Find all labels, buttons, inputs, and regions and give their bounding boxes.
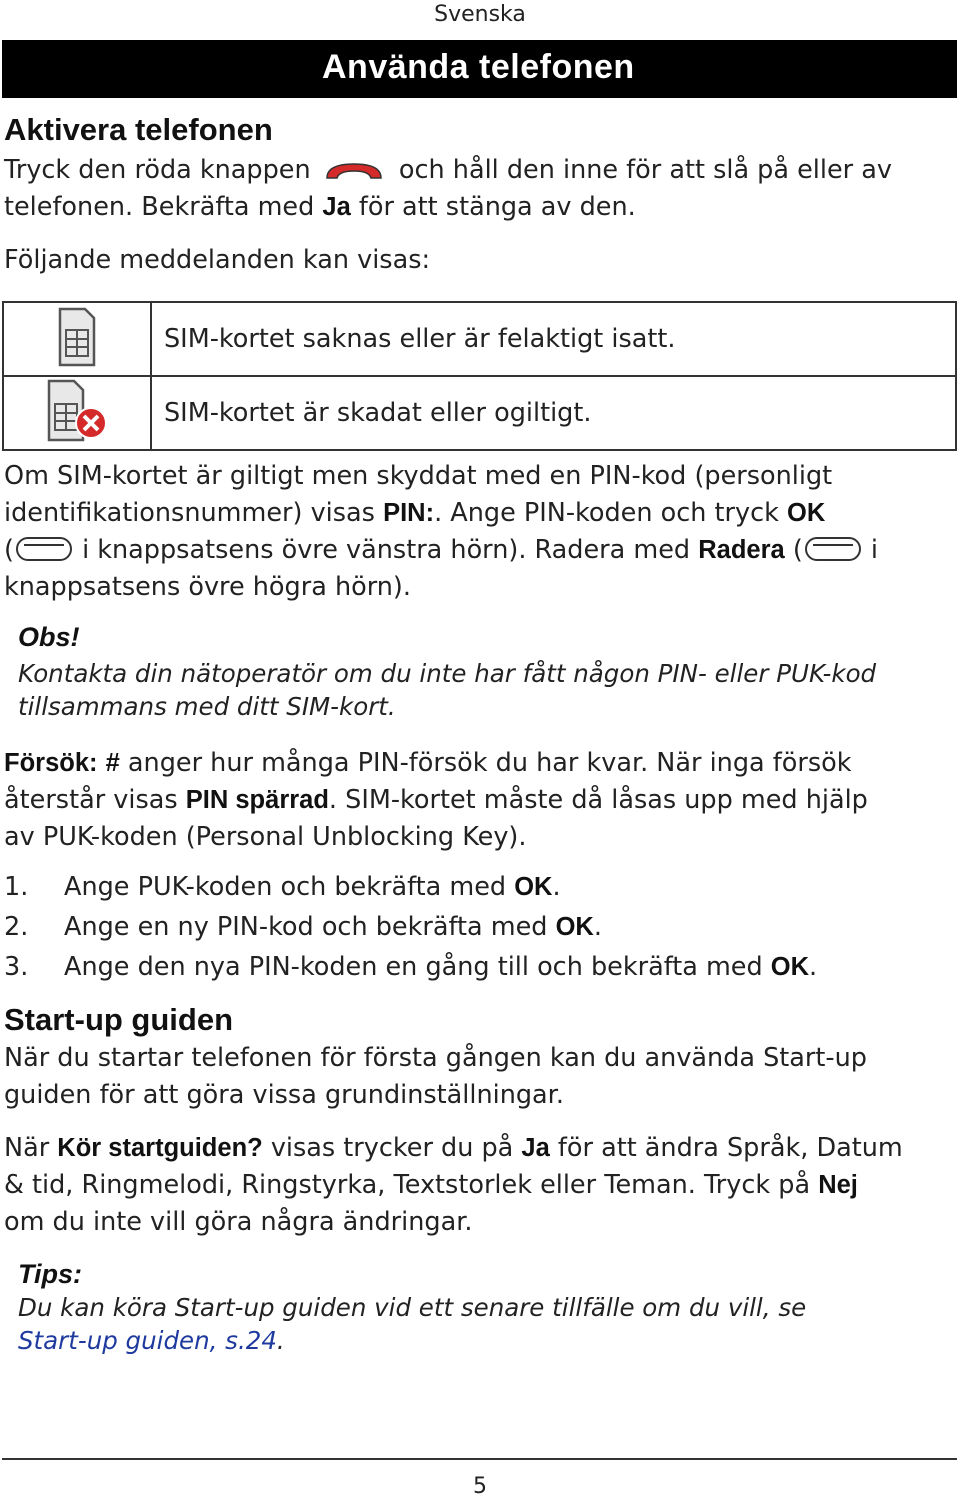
bold-ok: OK [787, 499, 826, 527]
sim-card-error-icon [44, 378, 110, 444]
red-end-key-icon [323, 160, 385, 182]
bold-ok: OK [555, 913, 594, 941]
table-cell-icon [3, 376, 151, 450]
paragraph-messages-intro: Följande meddelanden kan visas: [4, 245, 431, 275]
text: . Ange PIN-koden och tryck [434, 498, 779, 528]
text: . [593, 912, 602, 942]
note-line2: tillsammans med ditt SIM-kort. [18, 692, 396, 721]
tips-title: Tips: [18, 1259, 83, 1289]
text: Tryck den röda knappen [4, 155, 311, 185]
note-title: Obs! [18, 622, 80, 652]
footer-divider [2, 1458, 957, 1460]
paragraph-pin-line3 [4, 532, 878, 569]
list-item [4, 869, 561, 906]
text: och håll den inne för att slå på eller av [398, 155, 892, 185]
paragraph-attempts-line2 [4, 782, 868, 819]
paragraph-activate-line2 [4, 189, 636, 226]
bold-radera: Radera [698, 536, 785, 564]
page-number: 5 [473, 1474, 487, 1499]
paragraph-startup-line2: guiden för att göra vissa grundinställningar. [4, 1080, 564, 1110]
text: Ange en ny PIN-kod och bekräfta med [64, 912, 548, 942]
paragraph-activate-line1 [4, 152, 892, 189]
text: . SIM-kortet måste då låsas upp med hjälp [328, 785, 868, 815]
paragraph-startup-line1: När du startar telefonen för första gången kan du använda Start-up [4, 1043, 867, 1073]
paragraph-pin-line1: Om SIM-kortet är giltigt men skyddat med en PIN-kod (personligt [4, 461, 833, 491]
bold-ja: Ja [322, 193, 351, 221]
paragraph-startup-line4 [4, 1167, 858, 1204]
bold-nej: Nej [818, 1171, 858, 1199]
table-row [3, 302, 956, 376]
paragraph-startup-line5: om du inte vill göra några ändringar. [4, 1207, 473, 1237]
bold-ja: Ja [521, 1134, 550, 1162]
paragraph-pin-line2 [4, 495, 825, 532]
bold-hash: # [105, 749, 120, 777]
list-number: 2. [4, 912, 29, 942]
text: i [870, 535, 878, 565]
bold-kor-startguiden: Kör startguiden? [57, 1134, 263, 1162]
list-item [4, 909, 602, 946]
left-soft-key-icon [16, 537, 72, 561]
bold-ok: OK [770, 953, 810, 981]
sim-card-icon [57, 306, 97, 368]
list-number: 1. [4, 872, 29, 902]
bold-ok: OK [514, 873, 553, 901]
sim-message-table [2, 301, 957, 451]
heading-activate: Aktivera telefonen [4, 112, 273, 147]
tips-line1: Du kan köra Start-up guiden vid ett senare tillfälle om du vill, se [18, 1293, 807, 1322]
text: för att ändra Språk, Datum [557, 1133, 903, 1163]
language-label: Svenska [434, 2, 526, 27]
list-number: 3. [4, 952, 29, 982]
text: i knappsatsens övre vänstra hörn). Radera med [82, 535, 691, 565]
paragraph-startup-line3 [4, 1130, 903, 1167]
table-row [3, 376, 956, 450]
bold-forsok: Försök: [4, 749, 98, 777]
text: . [809, 952, 818, 982]
section-banner [2, 40, 957, 98]
text: ( [4, 535, 14, 565]
heading-startup: Start-up guiden [4, 1002, 234, 1037]
text: . [552, 872, 561, 902]
tips-line2 [18, 1324, 285, 1357]
text: för att stänga av den. [358, 192, 636, 222]
text: . [276, 1326, 285, 1355]
bold-pin-sparrad: PIN spärrad [185, 786, 329, 814]
startup-guide-link[interactable]: Start-up guiden, s.24 [18, 1326, 277, 1355]
paragraph-attempts-line3: av PUK-koden (Personal Unblocking Key). [4, 822, 527, 852]
list-item [4, 949, 817, 986]
text: anger hur många PIN-försök du har kvar. När inga försök [127, 748, 852, 778]
text: identifikationsnummer) visas [4, 498, 375, 528]
text: visas trycker du på [270, 1133, 514, 1163]
text: telefonen. Bekräfta med [4, 192, 315, 222]
table-cell-text: SIM-kortet är skadat eller ogiltigt. [151, 376, 956, 450]
text: återstår visas [4, 785, 178, 815]
paragraph-pin-line4: knappsatsens övre högra hörn). [4, 572, 411, 602]
text: Ange den nya PIN-koden en gång till och bekräfta med [64, 952, 763, 982]
table-cell-text: SIM-kortet saknas eller är felaktigt isatt. [151, 302, 956, 376]
right-soft-key-icon [805, 537, 861, 561]
bold-pin: PIN: [383, 499, 435, 527]
paragraph-attempts-line1 [4, 745, 851, 782]
section-title: Använda telefonen [322, 48, 635, 86]
text: Ange PUK-koden och bekräfta med [64, 872, 507, 902]
text: & tid, Ringmelodi, Ringstyrka, Textstorlek eller Teman. Tryck på [4, 1170, 811, 1200]
note-line1: Kontakta din nätoperatör om du inte har fått någon PIN- eller PUK-kod [18, 659, 877, 688]
text: ( [792, 535, 803, 565]
text: När [4, 1133, 50, 1163]
table-cell-icon [3, 302, 151, 376]
